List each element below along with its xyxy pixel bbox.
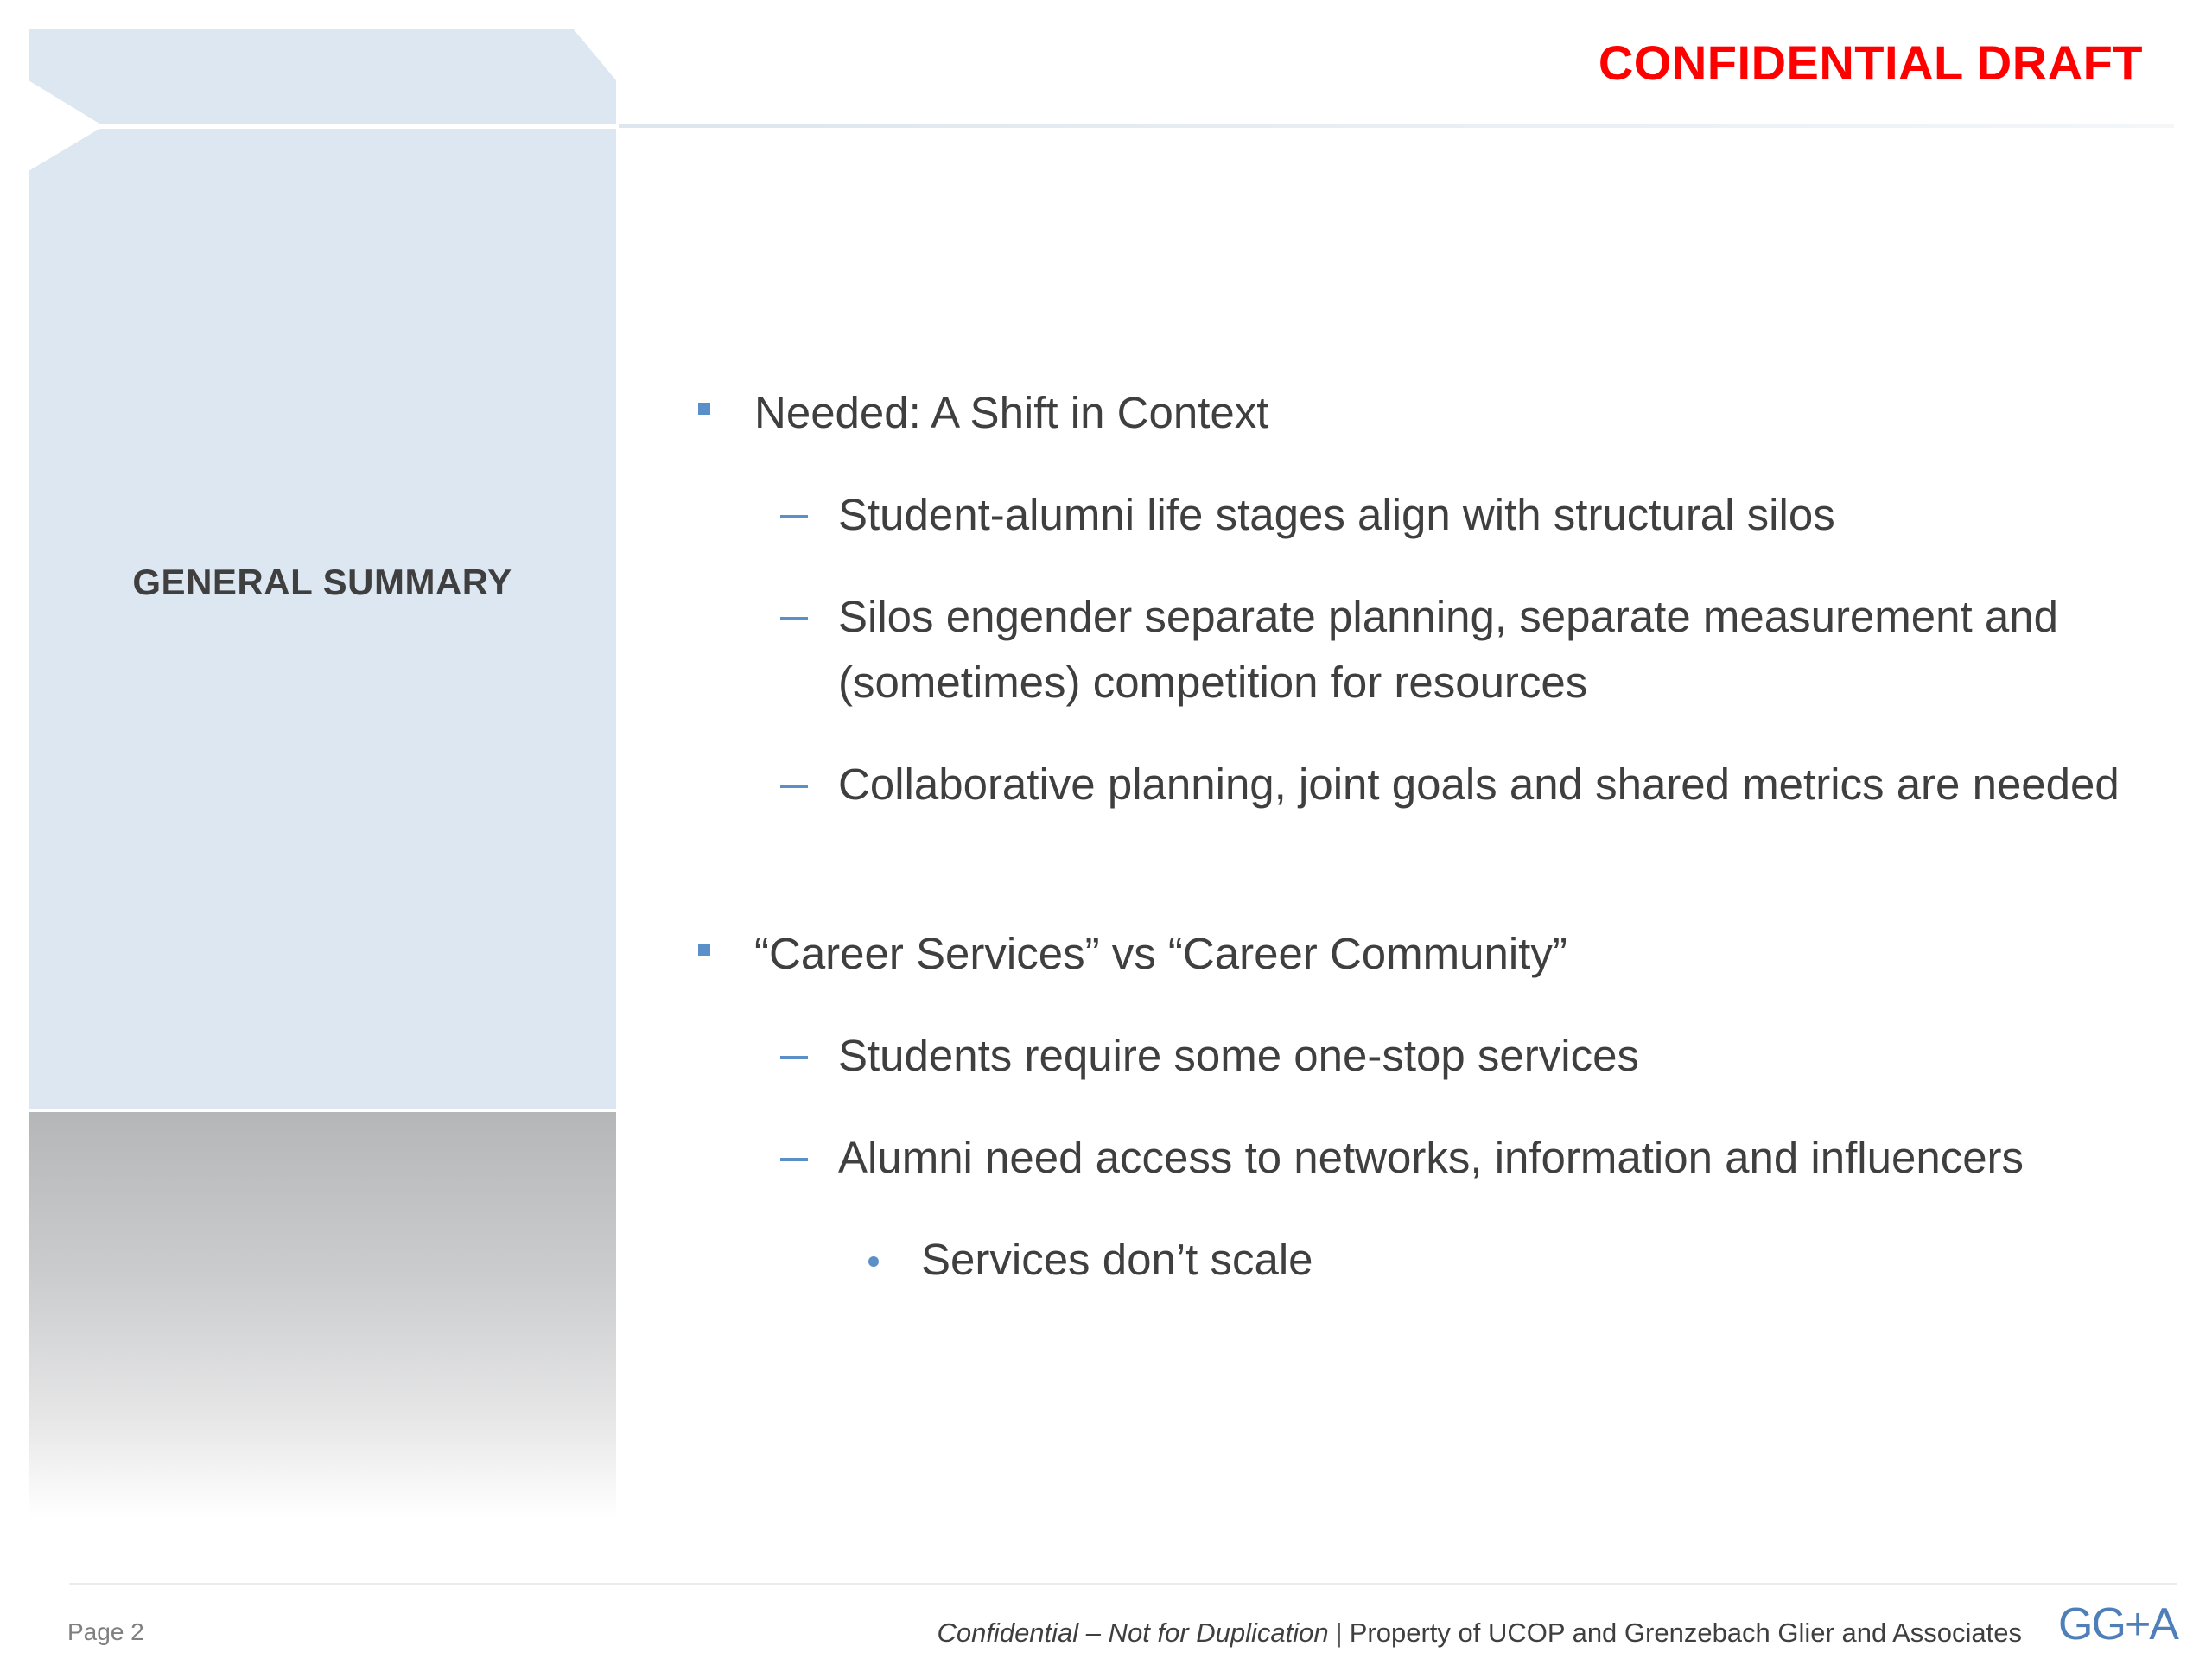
property-notice: Property of UCOP and Grenzebach Glier and Associates (1349, 1618, 2022, 1648)
section-title: GENERAL SUMMARY (132, 562, 512, 602)
footer-divider (69, 1583, 2177, 1585)
bullet-item-level3 (691, 1227, 2160, 1293)
bullet-text: “Career Services” vs “Career Community” (754, 929, 1567, 978)
dash-bullet-icon (780, 515, 808, 518)
dash-bullet-icon (780, 1158, 808, 1161)
bullet-list (691, 380, 2160, 1293)
square-bullet-icon (698, 403, 710, 415)
bullet-item-level2 (691, 584, 2160, 715)
bullet-item-level1 (691, 921, 2160, 987)
sidebar-gradient-block (29, 1112, 616, 1518)
confidential-draft-stamp: CONFIDENTIAL DRAFT (1598, 35, 2143, 90)
bullet-item-level2 (691, 1125, 2160, 1191)
footer-notice (937, 1618, 2022, 1649)
confidential-notice: Confidential – Not for Duplication (937, 1618, 1329, 1648)
bullet-item-level2 (691, 482, 2160, 548)
bullet-text: Student-alumni life stages align with structural silos (838, 490, 1835, 539)
bullet-item-level2 (691, 752, 2160, 817)
square-bullet-icon (698, 944, 710, 956)
bullet-text: Needed: A Shift in Context (754, 388, 1269, 437)
bullet-item-level1 (691, 380, 2160, 446)
footer-separator: | (1335, 1618, 1343, 1648)
dash-bullet-icon (780, 617, 808, 620)
bullet-text: Silos engender separate planning, separate measurement and (sometimes) competition for resources (838, 592, 2058, 707)
header-divider (619, 124, 2174, 128)
company-logo: GG+A (2058, 1599, 2177, 1649)
bullet-text: Collaborative planning, joint goals and shared metrics are needed (838, 760, 2120, 809)
dot-bullet-icon (868, 1256, 879, 1267)
bullet-text: Students require some one-stop services (838, 1031, 1639, 1080)
bullet-text: Alumni need access to networks, information and influencers (838, 1133, 2024, 1182)
bullet-text: Services don’t scale (921, 1235, 1313, 1284)
bullet-item-level2 (691, 1023, 2160, 1089)
page-number: Page 2 (67, 1618, 144, 1645)
dash-bullet-icon (780, 1056, 808, 1059)
dash-bullet-icon (780, 785, 808, 788)
